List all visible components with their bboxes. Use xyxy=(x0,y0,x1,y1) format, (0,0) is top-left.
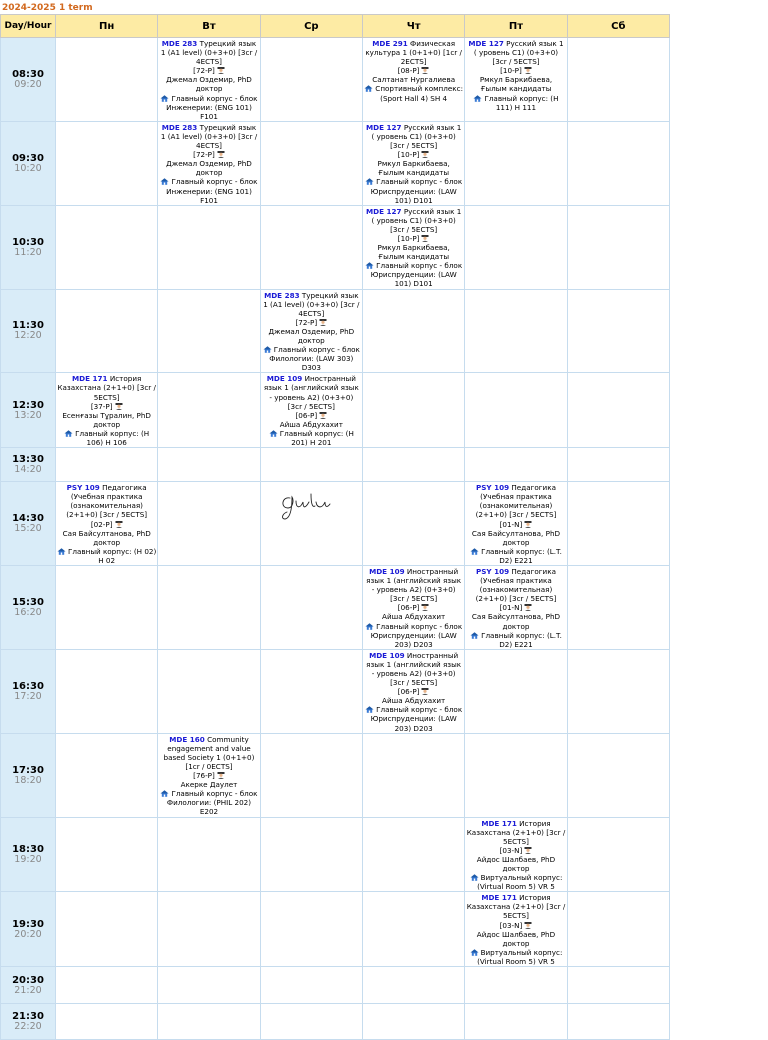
group-label: [37-P] xyxy=(90,401,113,411)
slot-mon[interactable] xyxy=(56,482,158,566)
course-title: История Казахстана (2+1+0) [3cr / 5ECTS] xyxy=(466,893,566,921)
slot-wed xyxy=(260,733,362,817)
course-title: История Казахстана (2+1+0) [3cr / 5ECTS] xyxy=(57,374,156,402)
group-label: [10-P] xyxy=(397,150,420,160)
teacher-icon xyxy=(419,234,429,243)
building-icon xyxy=(160,94,171,103)
time-cell xyxy=(1,205,56,289)
room-label: Виртуальный корпус: (Virtual Room 5) VR 5 xyxy=(477,947,563,966)
slot-mon xyxy=(56,649,158,733)
lesson-card[interactable] xyxy=(56,373,157,447)
slot-tue xyxy=(158,1004,260,1040)
group-label: [06-P] xyxy=(397,603,420,613)
group-label: [10-P] xyxy=(500,66,522,76)
slot-tue xyxy=(158,649,260,733)
lesson-card[interactable] xyxy=(465,818,566,892)
schedule-row xyxy=(1,967,670,1004)
time-start: 08:30 xyxy=(12,68,44,80)
teacher-name: Джемал Оздемир, PhD доктор xyxy=(166,75,252,94)
room-label: Главный корпус: (H 02) H 02 xyxy=(68,546,157,565)
slot-tue xyxy=(158,448,260,482)
time-start: 19:30 xyxy=(12,918,44,930)
slot-sat xyxy=(567,482,669,566)
time-start: 17:30 xyxy=(12,764,44,776)
teacher-icon xyxy=(522,520,532,529)
room-label: Главный корпус: (H 111) H 111 xyxy=(484,93,559,112)
slot-fri xyxy=(465,289,567,373)
teacher-name: Айдос Шалбаев, PhD доктор xyxy=(476,854,556,873)
slot-sat xyxy=(567,38,669,122)
course-code[interactable]: MDE 171 xyxy=(72,374,108,384)
slot-tue[interactable] xyxy=(158,121,260,205)
group-label: [76-P] xyxy=(193,771,215,781)
course-title: Педагогика (Учебная практика (ознакомительная) (2+1+0) [3cr / 5ECTS] xyxy=(475,566,557,604)
building-icon xyxy=(473,94,484,103)
header-day-hour: Day/Hour xyxy=(1,15,56,38)
slot-mon xyxy=(56,205,158,289)
teacher-icon xyxy=(215,66,225,75)
time-start: 10:30 xyxy=(12,236,44,248)
time-cell xyxy=(1,448,56,482)
slot-wed xyxy=(260,121,362,205)
slot-fri[interactable] xyxy=(465,38,567,122)
term-title: 2024-2025 1 term xyxy=(2,3,93,13)
slot-wed xyxy=(260,38,362,122)
teacher-name: Рмкул Баркибаева, Ғылым кандидаты xyxy=(377,159,450,178)
teacher-icon xyxy=(522,66,532,75)
course-title: Педагогика (Учебная практика (ознакомительная) (2+1+0) [3cr / 5ECTS] xyxy=(475,483,557,520)
room-label: Главный корпус - блок Юриспруденции: (LAW 101) D101 xyxy=(370,177,463,205)
schedule-table xyxy=(0,14,670,1040)
teacher-name: Сая Байсултанова, PhD доктор xyxy=(471,612,561,631)
room-label: Главный корпус - блок Юриспруденции: (LAW 203) D203 xyxy=(370,705,463,733)
slot-tue xyxy=(158,565,260,649)
course-title: Иностранный язык 1 (английский язык - уровень А2) (0+3+0) [3cr / 5ECTS] xyxy=(366,566,462,604)
time-end: 21:20 xyxy=(14,984,42,996)
slot-thu xyxy=(362,817,464,892)
lesson-card[interactable] xyxy=(158,122,259,205)
time-cell xyxy=(1,1004,56,1040)
building-icon xyxy=(57,547,68,556)
slot-fri xyxy=(465,649,567,733)
teacher-name: Рмкул Баркибаева, Ғылым кандидаты xyxy=(377,243,450,262)
teacher-icon xyxy=(113,402,123,411)
slot-tue xyxy=(158,373,260,448)
course-code[interactable]: MDE 109 xyxy=(369,566,405,576)
schedule-row xyxy=(1,733,670,817)
group-label: [06-P] xyxy=(397,687,420,697)
teacher-icon xyxy=(317,318,327,327)
slot-thu xyxy=(362,892,464,967)
room-label: Главный корпус - блок Филологии: (LAW 303) D303 xyxy=(269,345,360,373)
time-end: 18:20 xyxy=(14,774,42,786)
schedule-body xyxy=(1,38,670,1040)
header-row xyxy=(1,15,670,38)
schedule-row xyxy=(1,448,670,482)
time-end: 16:20 xyxy=(14,606,42,618)
slot-tue xyxy=(158,482,260,566)
time-end: 17:20 xyxy=(14,690,42,702)
slot-fri xyxy=(465,448,567,482)
schedule-row xyxy=(1,565,670,649)
slot-wed xyxy=(260,967,362,1004)
time-cell xyxy=(1,733,56,817)
time-start: 13:30 xyxy=(12,454,44,466)
slot-thu xyxy=(362,733,464,817)
course-code[interactable]: PSY 109 xyxy=(475,566,510,576)
room-label: Главный корпус - блок Юриспруденции: (LAW 101) D101 xyxy=(370,261,463,289)
room-label: Главный корпус: (L.T. D2) E221 xyxy=(481,630,562,649)
time-cell xyxy=(1,482,56,566)
course-code[interactable]: MDE 283 xyxy=(161,39,198,48)
slot-wed xyxy=(260,205,362,289)
course-title: Русский язык 1 ( уровень С1) (0+3+0) [3cr / 5ECTS] xyxy=(473,39,564,67)
teacher-name: Джемал Оздемир, PhD доктор xyxy=(268,326,355,345)
slot-wed xyxy=(260,892,362,967)
teacher-icon xyxy=(522,921,532,930)
teacher-icon xyxy=(419,150,429,159)
schedule-row xyxy=(1,121,670,205)
slot-mon xyxy=(56,289,158,373)
teacher-icon xyxy=(419,66,429,75)
slot-sat xyxy=(567,565,669,649)
time-end: 19:20 xyxy=(14,853,42,865)
course-title: Русский язык 1 ( уровень С1) (0+3+0) [3cr / 5ECTS] xyxy=(371,122,462,151)
teacher-name: Салтанат Нургалиева xyxy=(372,75,456,85)
slot-wed[interactable] xyxy=(260,289,362,373)
schedule-row xyxy=(1,205,670,289)
time-end: 12:20 xyxy=(14,330,42,342)
time-start: 16:30 xyxy=(12,680,44,692)
slot-mon[interactable] xyxy=(56,373,158,448)
room-label: Главный корпус: (H 201) H 201 xyxy=(279,428,354,448)
header-tue: Вт xyxy=(158,15,260,38)
slot-thu xyxy=(362,967,464,1004)
group-label: [72-P] xyxy=(193,66,215,76)
schedule-row xyxy=(1,1004,670,1040)
teacher-icon xyxy=(317,411,327,420)
slot-tue xyxy=(158,289,260,373)
course-code[interactable]: MDE 127 xyxy=(365,206,402,216)
course-code[interactable]: MDE 127 xyxy=(468,39,504,48)
slot-fri[interactable] xyxy=(465,892,567,967)
course-code[interactable]: MDE 127 xyxy=(365,122,402,132)
course-title: Турецкий язык 1 (A1 level) (0+3+0) [3cr / 4ECTS] xyxy=(263,290,360,318)
course-code[interactable]: MDE 283 xyxy=(264,290,300,300)
lesson-card[interactable] xyxy=(363,650,464,733)
teacher-name: Айдос Шалбаев, PhD доктор xyxy=(476,929,556,948)
course-code[interactable]: MDE 291 xyxy=(372,39,408,48)
lesson-card[interactable] xyxy=(158,734,259,817)
lesson-card[interactable] xyxy=(261,373,362,447)
building-icon xyxy=(365,622,376,631)
course-code[interactable]: MDE 109 xyxy=(266,374,303,384)
teacher-name: Есенғазы Тұралин, PhD доктор xyxy=(62,410,151,429)
building-icon xyxy=(365,261,376,270)
time-start: 21:30 xyxy=(12,1011,44,1022)
teacher-icon xyxy=(215,771,225,780)
slot-thu[interactable] xyxy=(362,205,464,289)
time-start: 20:30 xyxy=(12,974,44,986)
slot-sat xyxy=(567,289,669,373)
room-label: Главный корпус - блок Филологии: (PHIL 202) E202 xyxy=(166,789,258,817)
slot-tue xyxy=(158,205,260,289)
slot-thu xyxy=(362,448,464,482)
slot-mon xyxy=(56,565,158,649)
group-label: [08-P] xyxy=(397,66,420,76)
teacher-name: Айша Абдухахит xyxy=(382,612,446,622)
lesson-card[interactable] xyxy=(261,290,362,373)
time-cell xyxy=(1,289,56,373)
schedule-row xyxy=(1,38,670,122)
group-label: [03-N] xyxy=(499,920,523,930)
slot-thu[interactable] xyxy=(362,121,464,205)
slot-sat xyxy=(567,892,669,967)
time-start: 15:30 xyxy=(12,596,44,608)
slot-wed xyxy=(260,448,362,482)
slot-thu[interactable] xyxy=(362,649,464,733)
slot-sat xyxy=(567,448,669,482)
time-cell xyxy=(1,121,56,205)
slot-fri xyxy=(465,967,567,1004)
teacher-icon xyxy=(522,846,532,855)
time-start: 11:30 xyxy=(12,320,44,332)
teacher-icon xyxy=(419,603,429,612)
group-label: [72-P] xyxy=(193,150,215,160)
time-end: 14:20 xyxy=(14,464,42,476)
building-icon xyxy=(263,345,274,354)
lesson-card[interactable] xyxy=(363,566,464,649)
signature-icon xyxy=(278,488,334,522)
group-label: [01-N] xyxy=(499,603,523,613)
time-cell xyxy=(1,967,56,1004)
slot-tue[interactable] xyxy=(158,38,260,122)
room-label: Спортивный комплекс: (Sport Hall 4) SH 4 xyxy=(375,84,463,103)
course-code[interactable]: PSY 109 xyxy=(66,483,100,493)
time-cell xyxy=(1,649,56,733)
lesson-card[interactable] xyxy=(363,38,464,103)
time-start: 14:30 xyxy=(12,513,44,525)
slot-wed xyxy=(260,649,362,733)
course-title: Иностранный язык 1 (английский язык - уровень А2) (0+3+0) [3cr / 5ECTS] xyxy=(366,650,462,688)
teacher-name: Айша Абдухахит xyxy=(279,419,343,429)
course-code[interactable]: PSY 109 xyxy=(475,483,510,493)
lesson-card[interactable] xyxy=(158,38,259,121)
schedule-row xyxy=(1,373,670,448)
time-end: 10:20 xyxy=(14,162,42,174)
time-cell xyxy=(1,892,56,967)
lesson-card[interactable] xyxy=(363,206,464,289)
schedule-row xyxy=(1,649,670,733)
slot-mon xyxy=(56,38,158,122)
building-icon xyxy=(160,789,171,798)
slot-tue xyxy=(158,967,260,1004)
time-start: 09:30 xyxy=(12,152,44,164)
header-fri: Пт xyxy=(465,15,567,38)
slot-sat xyxy=(567,649,669,733)
slot-thu xyxy=(362,482,464,566)
course-title: История Казахстана (2+1+0) [3cr / 5ECTS] xyxy=(466,818,566,846)
slot-tue[interactable] xyxy=(158,733,260,817)
slot-tue xyxy=(158,817,260,892)
course-title: Иностранный язык 1 (английский язык - уровень А2) (0+3+0) [3cr / 5ECTS] xyxy=(263,374,359,411)
slot-fri xyxy=(465,1004,567,1040)
building-icon xyxy=(470,547,481,556)
group-label: [10-P] xyxy=(397,233,420,243)
group-label: [06-P] xyxy=(295,410,318,420)
slot-mon xyxy=(56,733,158,817)
time-end: 11:20 xyxy=(14,246,42,258)
slot-tue xyxy=(158,892,260,967)
course-code[interactable]: MDE 160 xyxy=(169,734,205,744)
slot-wed xyxy=(260,817,362,892)
lesson-card[interactable] xyxy=(465,892,566,966)
teacher-name: Сая Байсултанова, PhD доктор xyxy=(62,528,151,547)
teacher-name: Сая Байсултанова, PhD доктор xyxy=(471,528,561,547)
lesson-card[interactable] xyxy=(465,566,566,649)
slot-fri[interactable] xyxy=(465,817,567,892)
course-title: Турецкий язык 1 (A1 level) (0+3+0) [3cr / 4ECTS] xyxy=(160,39,258,67)
course-title: Педагогика (Учебная практика (ознакомительная) (2+1+0) [3cr / 5ECTS] xyxy=(66,483,148,520)
slot-thu xyxy=(362,289,464,373)
slot-mon xyxy=(56,1004,158,1040)
slot-sat xyxy=(567,205,669,289)
building-icon xyxy=(470,873,481,882)
building-icon xyxy=(269,429,280,438)
course-code[interactable]: MDE 171 xyxy=(481,818,517,828)
lesson-card[interactable] xyxy=(363,122,464,205)
teacher-icon xyxy=(215,150,225,159)
group-label: [03-N] xyxy=(499,845,523,855)
time-end: 09:20 xyxy=(14,78,42,90)
building-icon xyxy=(160,177,171,186)
time-end: 15:20 xyxy=(14,523,42,535)
course-title: Русский язык 1 ( уровень С1) (0+3+0) [3cr / 5ECTS] xyxy=(371,206,462,234)
course-code[interactable]: MDE 171 xyxy=(481,893,517,903)
slot-wed[interactable] xyxy=(260,373,362,448)
slot-sat xyxy=(567,121,669,205)
teacher-icon xyxy=(113,520,123,529)
lesson-card[interactable] xyxy=(465,482,566,565)
schedule-row xyxy=(1,289,670,373)
room-label: Главный корпус - блок Инженерии: (ENG 101) F101 xyxy=(166,93,258,121)
slot-wed xyxy=(260,565,362,649)
room-label: Главный корпус: (H 106) H 106 xyxy=(75,428,150,448)
building-icon xyxy=(470,631,481,640)
slot-mon xyxy=(56,448,158,482)
time-start: 12:30 xyxy=(12,399,44,411)
slot-mon xyxy=(56,892,158,967)
course-title: Физическая культура 1 (0+1+0) [1cr / 2ECTS] xyxy=(365,39,462,67)
teacher-icon xyxy=(419,687,429,696)
building-icon xyxy=(64,429,75,438)
slot-thu xyxy=(362,1004,464,1040)
slot-sat xyxy=(567,373,669,448)
slot-sat xyxy=(567,817,669,892)
slot-fri xyxy=(465,205,567,289)
teacher-name: Джемал Оздемир, PhD доктор xyxy=(166,159,252,178)
building-icon xyxy=(365,177,376,186)
slot-fri xyxy=(465,733,567,817)
time-cell xyxy=(1,565,56,649)
course-title: Турецкий язык 1 (A1 level) (0+3+0) [3cr / 4ECTS] xyxy=(160,122,258,151)
course-code[interactable]: MDE 109 xyxy=(369,650,405,660)
time-cell xyxy=(1,817,56,892)
group-label: [02-P] xyxy=(90,519,113,529)
time-start: 18:30 xyxy=(12,843,44,855)
slot-thu xyxy=(362,373,464,448)
room-label: Главный корпус - блок Инженерии: (ENG 101) F101 xyxy=(166,177,258,205)
header-thu: Чт xyxy=(362,15,464,38)
schedule-row xyxy=(1,817,670,892)
time-end: 22:20 xyxy=(14,1021,42,1032)
slot-mon xyxy=(56,817,158,892)
group-label: [01-N] xyxy=(499,519,523,529)
teacher-name: Рмкул Баркибаева, Ғылым кандидаты xyxy=(479,75,553,94)
teacher-icon xyxy=(522,603,532,612)
lesson-card[interactable] xyxy=(465,38,566,112)
room-label: Виртуальный корпус: (Virtual Room 5) VR 5 xyxy=(477,873,563,892)
schedule-row xyxy=(1,482,670,566)
slot-thu[interactable] xyxy=(362,565,464,649)
slot-mon xyxy=(56,967,158,1004)
schedule-row xyxy=(1,892,670,967)
header-mon: Пн xyxy=(56,15,158,38)
room-label: Главный корпус: (L.T. D2) E221 xyxy=(481,546,562,565)
slot-wed xyxy=(260,1004,362,1040)
time-cell xyxy=(1,38,56,122)
time-end: 20:20 xyxy=(14,928,42,940)
lesson-card[interactable] xyxy=(56,482,157,565)
time-cell xyxy=(1,373,56,448)
course-code[interactable]: MDE 283 xyxy=(161,122,198,132)
slot-fri xyxy=(465,121,567,205)
building-icon xyxy=(364,84,375,93)
building-icon xyxy=(365,705,376,714)
group-label: [72-P] xyxy=(295,317,318,327)
slot-sat xyxy=(567,967,669,1004)
slot-thu[interactable] xyxy=(362,38,464,122)
teacher-name: Акерке Даулет xyxy=(180,780,238,790)
teacher-name: Айша Абдухахит xyxy=(382,696,446,706)
room-label: Главный корпус - блок Юриспруденции: (LAW 203) D203 xyxy=(370,621,463,649)
slot-fri xyxy=(465,373,567,448)
header-sat: Сб xyxy=(567,15,669,38)
slot-sat xyxy=(567,1004,669,1040)
building-icon xyxy=(470,948,481,957)
course-title: Community engagement and value based Society 1 (0+1+0) [1cr / 0ECTS] xyxy=(163,734,255,771)
slot-sat xyxy=(567,733,669,817)
time-end: 13:20 xyxy=(14,409,42,421)
header-wed: Ср xyxy=(260,15,362,38)
slot-mon xyxy=(56,121,158,205)
slot-fri[interactable] xyxy=(465,482,567,566)
slot-fri[interactable] xyxy=(465,565,567,649)
